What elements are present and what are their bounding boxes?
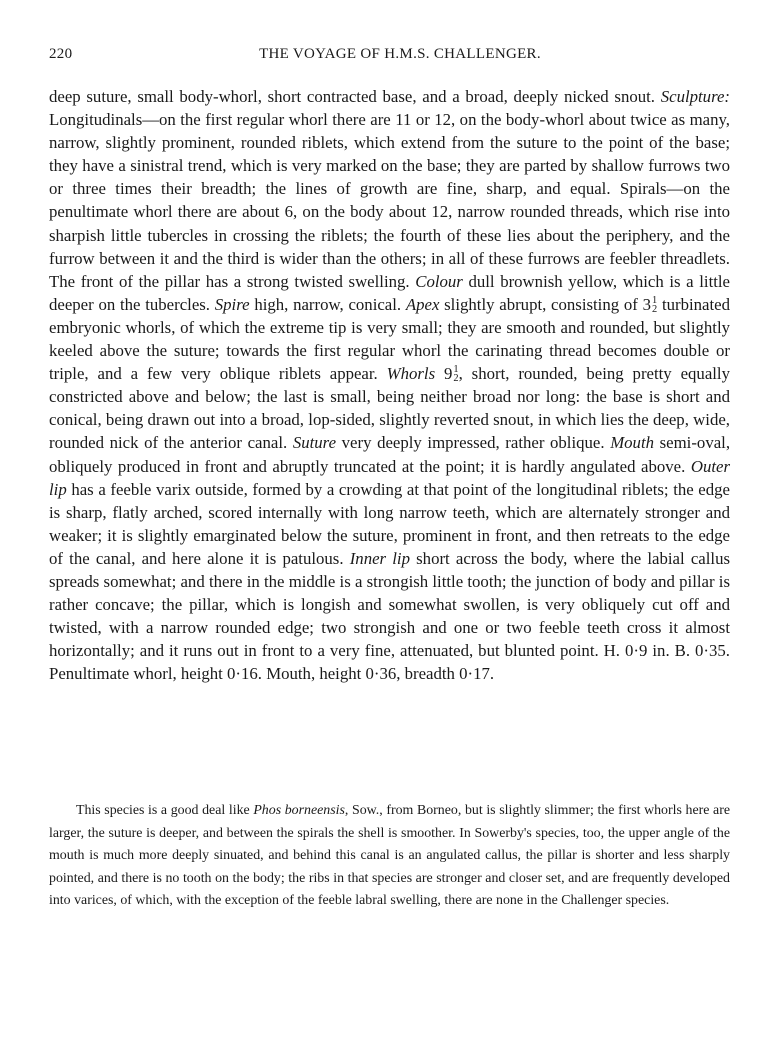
description-text: Longitudinals—on the first regular whorl there are 11 or 12, on the body-whorl about twice as many, narrow, slightly prominent, rounded riblets, which extend from the suture to the point of the base; they have a sinistral trend, which is very marked on the base; they are parted by shallow furrows two or three times their breadth; the lines of growth are fine, sharp, and equal. Spirals—on the penultimate whorl there are about 6, on the body about 12, narrow rounded threads, which rise into sharpish little tubercles in crossing the riblets; the fourth of these lies about the periphery, and the furrow between it and the third is wider than the others; in all of these furrows are feebler threadlets. The front of the pillar has a strong twisted swelling.	[49, 110, 730, 291]
description-text: high, narrow, conical.	[254, 294, 402, 314]
page-number: 220	[49, 46, 73, 62]
description-text: slightly abrupt, consisting of 3	[444, 294, 651, 314]
colour-label: Colour	[415, 271, 463, 291]
description-text: has a feeble varix outside, formed by a crowding at that point of the longitudinal riblets; the edge is sharp, flatly arched, scored internally with long narrow teeth, which are alternately stronger and weaker; it is slightly emarginated below the suture, prominent in front, and then retreats to the edge of the canal, and here alone it is patulous.	[49, 479, 730, 568]
whorls-label: Whorls	[386, 364, 436, 384]
spire-label: Spire	[214, 294, 250, 314]
species-name: Phos borneensis	[253, 803, 345, 818]
description-text: dull brownish yellow, which is a little deeper on the tubercles.	[49, 271, 731, 314]
sculpture-label: Sculpture:	[660, 87, 731, 106]
fraction-denominator: 2	[651, 303, 658, 315]
note-text: , Sow., from Borneo, but is slightly slimmer; the first whorls here are larger, the suture is deeper, and between the spirals the shell is smoother. In Sowerby's species, too, the upper angle of the mouth is much more deeply sinuated, and behind this canal is an angulated callus, the pillar is shorter and less sharply pointed, and there is no tooth on the body; the ribs in that species are stronger and closer set, and are frequently developed into varices, of which, with the exception of the feeble labral swelling, there are none in the Challenger species.	[49, 803, 730, 908]
description-text: 9	[444, 364, 453, 384]
page-header	[49, 46, 731, 68]
running-title: THE VOYAGE OF H.M.S. CHALLENGER.	[259, 46, 541, 62]
fraction-numerator: 1	[453, 364, 459, 376]
apex-label: Apex	[405, 294, 440, 314]
fraction-numerator: 1	[651, 295, 658, 307]
description-text: , short, rounded, being pretty equally constricted above and below; the last is small, being neither broad nor long: the base is short and conical, being drawn out into a broad, lop-sided, slightly reverted snout, in which lies the deep, wide, rounded nick of the anterior canal.	[49, 364, 730, 453]
inner-lip-label: Inner lip	[349, 548, 410, 568]
note-text: This species is a good deal like	[76, 803, 250, 818]
mouth-label: Mouth	[610, 433, 655, 453]
description-text: deep suture, small body-whorl, short contracted base, and a broad, deeply nicked snout.	[49, 87, 655, 106]
fraction-half	[652, 297, 657, 315]
outer-lip-label: Outer lip	[49, 456, 730, 499]
description-text: short across the body, where the labial callus spreads somewhat; and there in the middle is a strongish little tooth; the junction of body and pillar is rather concave; the pillar, which is longish and somewhat swollen, is very obliquely cut off and twisted, with a narrow rounded edge; two strongish and one or two feeble teeth cross it almost horizontally; and it runs out in front to a very fine, attenuated, but blunted point. H. 0·9 in. B. 0·35. Penultimate whorl, height 0·16. Mouth, height 0·36, breadth 0·17.	[49, 548, 730, 684]
description-text: semi-oval, obliquely produced in front and abruptly truncated at the point; it is hardly angulated above.	[49, 433, 731, 476]
suture-label: Suture	[292, 433, 337, 453]
fraction-denominator: 2	[453, 373, 459, 385]
description-text: turbinated embryonic whorls, of which the extreme tip is very small; they are smooth and rounded, but slightly keeled above the suture; towards the first regular whorl the carinating thread becomes double or triple, and a few very oblique riblets appear.	[49, 294, 730, 384]
comparative-note	[49, 800, 730, 913]
description-text: very deeply impressed, rather oblique.	[341, 433, 605, 453]
species-description	[49, 85, 730, 685]
